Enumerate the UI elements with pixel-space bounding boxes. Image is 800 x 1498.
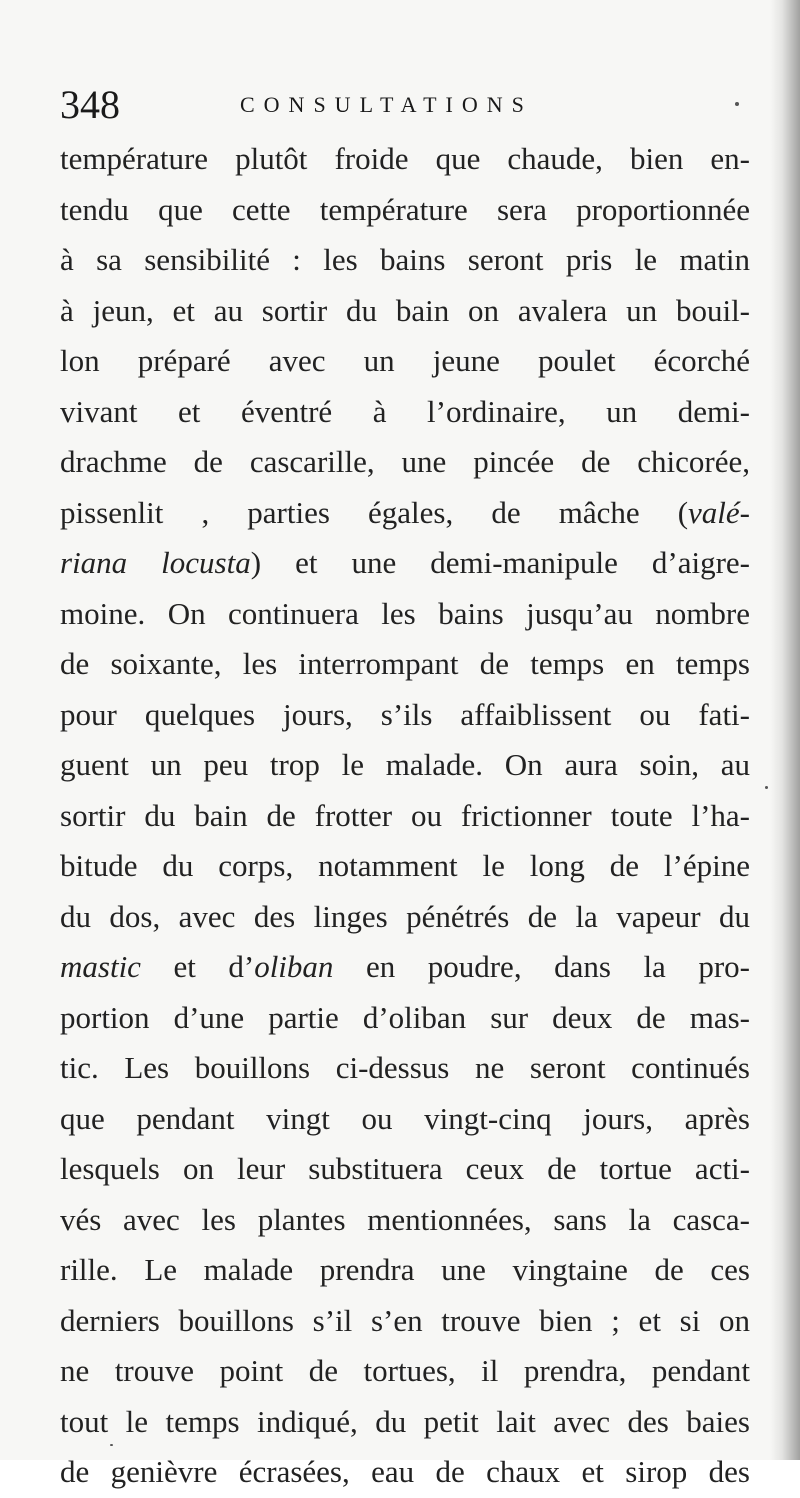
text-line <box>60 993 750 1044</box>
text-run: pour quelques jours, s’ils affaiblissent ou fati- <box>60 696 750 732</box>
scan-speck <box>765 786 768 789</box>
text-run: sortir du bain de frotter ou frictionner toute l’ha- <box>60 797 750 833</box>
text-run: drachme de cascarille, une pincée de chicorée, <box>60 444 750 479</box>
text-line <box>60 1296 750 1347</box>
text-line <box>60 538 750 589</box>
text-line <box>60 134 750 185</box>
text-line <box>60 791 750 842</box>
text-run: pissenlit , parties égales, de mâche ( <box>60 494 689 530</box>
scan-speck <box>110 1444 113 1446</box>
text-line <box>60 437 750 488</box>
text-line <box>60 1043 750 1094</box>
text-run: bitude du corps, notamment le long de l’épine <box>60 848 750 883</box>
text-line <box>60 639 750 690</box>
text-line <box>60 336 750 387</box>
page-gutter-shadow <box>770 0 800 1460</box>
text-run: ne trouve point de tortues, il prendra, pendant <box>60 1353 750 1388</box>
text-line <box>60 1144 750 1195</box>
text-run: lesquels on leur substituera ceux de tortue acti- <box>60 1151 750 1186</box>
text-line <box>60 942 750 993</box>
text-line <box>60 1245 750 1296</box>
text-line <box>60 286 750 337</box>
text-run: vivant et éventré à l’ordinaire, un demi- <box>60 393 750 429</box>
text-line <box>60 387 750 438</box>
text-run: à sa sensibilité : les bains seront pris le matin <box>60 242 750 277</box>
text-run: tout le temps indiqué, du petit lait avec des baies <box>60 1403 750 1439</box>
text-line <box>60 1447 750 1498</box>
running-title: CONSULTATIONS <box>240 92 533 117</box>
text-line <box>60 1195 750 1246</box>
text-run: rille. Le malade prendra une vingtaine de ces <box>60 1252 750 1287</box>
text-line <box>60 185 750 236</box>
text-run: derniers bouillons s’il s’en trouve bien ; et si on <box>60 1302 750 1338</box>
text-run: en poudre, dans la pro- <box>333 949 750 984</box>
scan-speck <box>735 102 739 106</box>
text-run: portion d’une partie d’oliban sur deux de mas- <box>60 999 750 1035</box>
text-run: du dos, avec des linges pénétrés de la vapeur du <box>60 898 750 934</box>
text-run: tic. Les bouillons ci-dessus ne seront continués <box>60 1050 750 1085</box>
text-line <box>60 892 750 943</box>
italic-text: mastic <box>60 949 141 984</box>
body-text <box>60 134 750 1498</box>
text-run: température plutôt froide que chaude, bien en- <box>60 141 750 176</box>
text-line <box>60 740 750 791</box>
text-run: ) et une demi-manipule d’aigre- <box>250 545 750 580</box>
italic-text: valé- <box>688 494 750 530</box>
italic-text: oliban <box>254 949 334 984</box>
text-run: de genièvre écrasées, eau de chaux et sirop des <box>60 1454 750 1489</box>
text-run: guent un peu trop le malade. On aura soin, au <box>60 747 750 782</box>
text-line <box>60 589 750 640</box>
text-line <box>60 1397 750 1448</box>
text-run: vés avec les plantes mentionnées, sans la casca- <box>60 1201 750 1237</box>
text-run: moine. On continuera les bains jusqu’au nombre <box>60 595 750 631</box>
text-line <box>60 1094 750 1145</box>
text-line <box>60 235 750 286</box>
text-run: à jeun, et au sortir du bain on avalera un bouil- <box>60 292 750 328</box>
text-run: que pendant vingt ou vingt-cinq jours, après <box>60 1100 750 1136</box>
text-run: de soixante, les interrompant de temps en temps <box>60 646 750 681</box>
text-line <box>60 488 750 539</box>
italic-text: riana locusta <box>60 545 251 580</box>
text-line <box>60 690 750 741</box>
page-number: 348 <box>60 82 120 127</box>
text-run: et d’ <box>140 949 255 984</box>
text-run: lon préparé avec un jeune poulet écorché <box>60 343 750 378</box>
text-line <box>60 841 750 892</box>
text-run: tendu que cette température sera proportionnée <box>60 191 750 227</box>
running-head <box>60 80 750 130</box>
text-line <box>60 1346 750 1397</box>
